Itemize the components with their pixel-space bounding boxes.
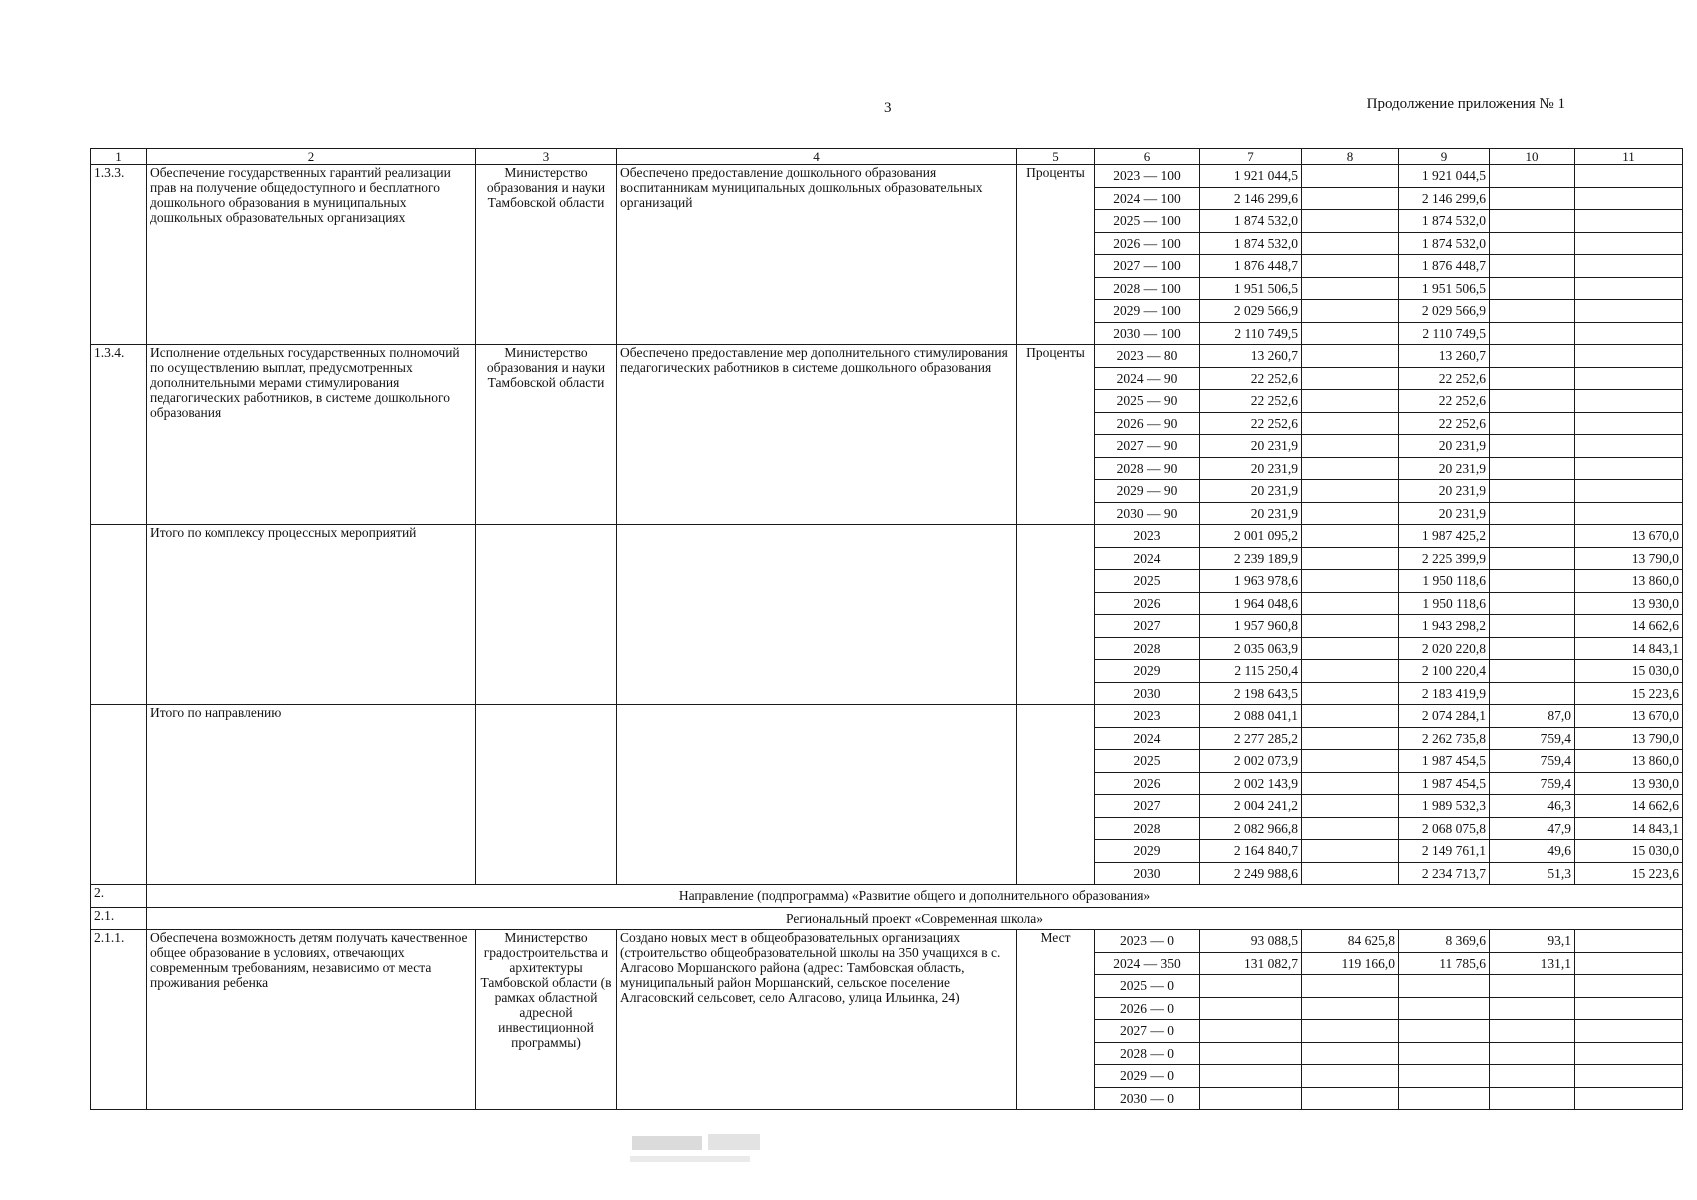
item-number: [91, 525, 147, 705]
header-row: [91, 149, 1683, 165]
value-cell-9: 2 074 284,1: [1399, 705, 1490, 728]
value-cell-11: 14 662,6: [1575, 795, 1683, 818]
value-cell-11: [1575, 390, 1683, 413]
value-cell-8: [1302, 457, 1399, 480]
value-cell-9: 1 951 506,5: [1399, 277, 1490, 300]
section-row: [91, 907, 1683, 930]
value-cell-9: 20 231,9: [1399, 480, 1490, 503]
header-cell: 11: [1575, 149, 1683, 165]
value-cell-11: 15 223,6: [1575, 862, 1683, 885]
value-cell-10: [1490, 210, 1575, 233]
item-name: Обеспечение государственных гарантий реализации прав на получение общедоступного и бесплатного дошкольного образования в муниципальных дошкольных образовательных организациях: [147, 165, 476, 345]
value-cell-10: [1490, 592, 1575, 615]
value-cell-9: [1399, 1087, 1490, 1110]
section-title: Региональный проект «Современная школа»: [147, 907, 1683, 930]
value-cell-10: 131,1: [1490, 952, 1575, 975]
value-cell-7: 1 874 532,0: [1200, 210, 1302, 233]
section-row: [91, 885, 1683, 908]
value-cell-9: 2 100 220,4: [1399, 660, 1490, 683]
value-cell-8: [1302, 300, 1399, 323]
value-cell-9: 11 785,6: [1399, 952, 1490, 975]
year-cell: 2029 — 90: [1095, 480, 1200, 503]
value-cell-8: [1302, 255, 1399, 278]
value-cell-10: [1490, 300, 1575, 323]
table-row: [91, 165, 1683, 188]
value-cell-11: 13 930,0: [1575, 592, 1683, 615]
value-cell-9: 2 020 220,8: [1399, 637, 1490, 660]
header-cell: 7: [1200, 149, 1302, 165]
value-cell-11: 13 670,0: [1575, 705, 1683, 728]
value-cell-8: [1302, 525, 1399, 548]
header-cell: 8: [1302, 149, 1399, 165]
value-cell-11: 13 790,0: [1575, 727, 1683, 750]
value-cell-10: [1490, 412, 1575, 435]
value-cell-10: [1490, 975, 1575, 998]
value-cell-7: 2 249 988,6: [1200, 862, 1302, 885]
value-cell-10: [1490, 1042, 1575, 1065]
item-result: [617, 525, 1017, 705]
value-cell-8: [1302, 682, 1399, 705]
value-cell-11: [1575, 975, 1683, 998]
value-cell-9: [1399, 975, 1490, 998]
year-cell: 2024 — 90: [1095, 367, 1200, 390]
value-cell-9: 20 231,9: [1399, 435, 1490, 458]
header-cell: 2: [147, 149, 476, 165]
value-cell-11: [1575, 1087, 1683, 1110]
value-cell-11: 13 860,0: [1575, 750, 1683, 773]
value-cell-10: 87,0: [1490, 705, 1575, 728]
value-cell-8: [1302, 210, 1399, 233]
value-cell-8: [1302, 975, 1399, 998]
value-cell-7: 2 110 749,5: [1200, 322, 1302, 345]
table-row: [91, 345, 1683, 368]
page-number: 3: [884, 100, 892, 116]
value-cell-7: 2 115 250,4: [1200, 660, 1302, 683]
year-cell: 2025: [1095, 570, 1200, 593]
item-name: Итого по направлению: [147, 705, 476, 885]
value-cell-10: 759,4: [1490, 772, 1575, 795]
value-cell-8: [1302, 750, 1399, 773]
header-cell: 6: [1095, 149, 1200, 165]
value-cell-10: 759,4: [1490, 727, 1575, 750]
year-cell: 2025 — 100: [1095, 210, 1200, 233]
value-cell-10: [1490, 480, 1575, 503]
value-cell-10: [1490, 502, 1575, 525]
value-cell-10: [1490, 615, 1575, 638]
faded-stamp-mark: [628, 1130, 778, 1174]
year-cell: 2027: [1095, 615, 1200, 638]
value-cell-7: 2 146 299,6: [1200, 187, 1302, 210]
value-cell-11: [1575, 210, 1683, 233]
value-cell-9: 20 231,9: [1399, 502, 1490, 525]
value-cell-10: [1490, 637, 1575, 660]
value-cell-8: [1302, 772, 1399, 795]
value-cell-10: [1490, 1065, 1575, 1088]
value-cell-9: 1 874 532,0: [1399, 210, 1490, 233]
year-cell: 2029: [1095, 660, 1200, 683]
value-cell-8: [1302, 435, 1399, 458]
year-cell: 2025 — 0: [1095, 975, 1200, 998]
header-cell: 1: [91, 149, 147, 165]
item-unit: [1017, 525, 1095, 705]
item-executor: Министерство градостроительства и архитектуры Тамбовской области (в рамках областной адресной инвестиционной программы): [476, 930, 617, 1110]
value-cell-8: [1302, 390, 1399, 413]
value-cell-7: 20 231,9: [1200, 435, 1302, 458]
value-cell-11: [1575, 952, 1683, 975]
year-cell: 2026: [1095, 592, 1200, 615]
value-cell-11: [1575, 480, 1683, 503]
value-cell-9: [1399, 997, 1490, 1020]
year-cell: 2029: [1095, 840, 1200, 863]
value-cell-10: 93,1: [1490, 930, 1575, 953]
value-cell-9: 1 950 118,6: [1399, 592, 1490, 615]
value-cell-10: [1490, 255, 1575, 278]
value-cell-9: 2 068 075,8: [1399, 817, 1490, 840]
value-cell-10: [1490, 322, 1575, 345]
value-cell-7: 2 001 095,2: [1200, 525, 1302, 548]
value-cell-8: [1302, 592, 1399, 615]
value-cell-9: [1399, 1065, 1490, 1088]
value-cell-11: 14 662,6: [1575, 615, 1683, 638]
value-cell-7: [1200, 975, 1302, 998]
table-row: [91, 525, 1683, 548]
value-cell-8: [1302, 412, 1399, 435]
value-cell-9: 20 231,9: [1399, 457, 1490, 480]
value-cell-11: [1575, 1042, 1683, 1065]
header-cell: 3: [476, 149, 617, 165]
value-cell-7: 20 231,9: [1200, 502, 1302, 525]
year-cell: 2024 — 350: [1095, 952, 1200, 975]
value-cell-9: 22 252,6: [1399, 367, 1490, 390]
value-cell-7: 1 921 044,5: [1200, 165, 1302, 188]
table-row: [91, 930, 1683, 953]
value-cell-7: [1200, 997, 1302, 1020]
value-cell-8: [1302, 345, 1399, 368]
item-number: 2.1.1.: [91, 930, 147, 1110]
value-cell-11: 13 930,0: [1575, 772, 1683, 795]
value-cell-10: [1490, 682, 1575, 705]
year-cell: 2027 — 100: [1095, 255, 1200, 278]
continuation-note: Продолжение приложения № 1: [1366, 96, 1565, 112]
value-cell-8: [1302, 1020, 1399, 1043]
year-cell: 2026 — 100: [1095, 232, 1200, 255]
value-cell-7: [1200, 1065, 1302, 1088]
value-cell-7: 131 082,7: [1200, 952, 1302, 975]
value-cell-10: [1490, 570, 1575, 593]
value-cell-10: [1490, 187, 1575, 210]
value-cell-11: 15 223,6: [1575, 682, 1683, 705]
table-row: [91, 705, 1683, 728]
value-cell-7: 1 957 960,8: [1200, 615, 1302, 638]
value-cell-8: [1302, 232, 1399, 255]
item-name: Итого по комплексу процессных мероприятий: [147, 525, 476, 705]
value-cell-8: [1302, 1065, 1399, 1088]
value-cell-11: [1575, 502, 1683, 525]
value-cell-10: [1490, 525, 1575, 548]
value-cell-11: [1575, 345, 1683, 368]
item-unit: Проценты: [1017, 165, 1095, 345]
value-cell-8: [1302, 367, 1399, 390]
value-cell-8: [1302, 480, 1399, 503]
value-cell-8: 119 166,0: [1302, 952, 1399, 975]
section-title: Направление (подпрограмма) «Развитие общего и дополнительного образования»: [147, 885, 1683, 908]
value-cell-7: 1 874 532,0: [1200, 232, 1302, 255]
value-cell-10: [1490, 277, 1575, 300]
value-cell-10: [1490, 435, 1575, 458]
year-cell: 2030 — 0: [1095, 1087, 1200, 1110]
value-cell-8: [1302, 1042, 1399, 1065]
year-cell: 2030: [1095, 682, 1200, 705]
value-cell-11: [1575, 187, 1683, 210]
header-cell: 5: [1017, 149, 1095, 165]
value-cell-8: [1302, 817, 1399, 840]
value-cell-11: [1575, 457, 1683, 480]
year-cell: 2029 — 0: [1095, 1065, 1200, 1088]
value-cell-9: 8 369,6: [1399, 930, 1490, 953]
value-cell-8: [1302, 570, 1399, 593]
item-result: Обеспечено предоставление дошкольного образования воспитанникам муниципальных дошкольных образовательных организаций: [617, 165, 1017, 345]
year-cell: 2028 — 0: [1095, 1042, 1200, 1065]
value-cell-9: 1 987 454,5: [1399, 772, 1490, 795]
item-executor: [476, 705, 617, 885]
value-cell-8: [1302, 660, 1399, 683]
value-cell-8: [1302, 637, 1399, 660]
value-cell-9: 2 262 735,8: [1399, 727, 1490, 750]
value-cell-7: 2 035 063,9: [1200, 637, 1302, 660]
value-cell-11: 15 030,0: [1575, 660, 1683, 683]
value-cell-7: 2 082 966,8: [1200, 817, 1302, 840]
value-cell-8: [1302, 322, 1399, 345]
value-cell-11: [1575, 300, 1683, 323]
value-cell-8: [1302, 795, 1399, 818]
year-cell: 2024: [1095, 727, 1200, 750]
year-cell: 2027: [1095, 795, 1200, 818]
value-cell-7: 13 260,7: [1200, 345, 1302, 368]
year-cell: 2024: [1095, 547, 1200, 570]
value-cell-11: 14 843,1: [1575, 637, 1683, 660]
year-cell: 2024 — 100: [1095, 187, 1200, 210]
year-cell: 2026 — 90: [1095, 412, 1200, 435]
value-cell-8: [1302, 187, 1399, 210]
value-cell-10: [1490, 547, 1575, 570]
value-cell-10: [1490, 457, 1575, 480]
value-cell-10: [1490, 345, 1575, 368]
value-cell-11: [1575, 322, 1683, 345]
item-number: 1.3.4.: [91, 345, 147, 525]
value-cell-10: 46,3: [1490, 795, 1575, 818]
value-cell-9: 1 987 454,5: [1399, 750, 1490, 773]
value-cell-7: [1200, 1087, 1302, 1110]
value-cell-8: [1302, 997, 1399, 1020]
value-cell-10: [1490, 1087, 1575, 1110]
value-cell-11: [1575, 1020, 1683, 1043]
value-cell-7: [1200, 1020, 1302, 1043]
value-cell-10: 51,3: [1490, 862, 1575, 885]
value-cell-8: [1302, 165, 1399, 188]
value-cell-9: 1 987 425,2: [1399, 525, 1490, 548]
value-cell-8: [1302, 615, 1399, 638]
value-cell-11: 14 843,1: [1575, 817, 1683, 840]
year-cell: 2030 — 90: [1095, 502, 1200, 525]
value-cell-8: [1302, 840, 1399, 863]
value-cell-7: 2 004 241,2: [1200, 795, 1302, 818]
year-cell: 2023: [1095, 525, 1200, 548]
item-result: [617, 705, 1017, 885]
value-cell-8: [1302, 547, 1399, 570]
value-cell-11: [1575, 930, 1683, 953]
year-cell: 2023 — 0: [1095, 930, 1200, 953]
value-cell-11: [1575, 367, 1683, 390]
value-cell-8: [1302, 862, 1399, 885]
item-result: Создано новых мест в общеобразовательных организациях (строительство общеобразовательной школы на 350 учащихся в с. Алгасово Моршанского района (адрес: Тамбовская область, муниципальный район Моршанский, сельское поселение Алгасовский сельсовет, село Алгасово, улица Ильинка, 24): [617, 930, 1017, 1110]
value-cell-9: 1 876 448,7: [1399, 255, 1490, 278]
year-cell: 2030: [1095, 862, 1200, 885]
value-cell-10: [1490, 660, 1575, 683]
item-number: 1.3.3.: [91, 165, 147, 345]
value-cell-9: 1 921 044,5: [1399, 165, 1490, 188]
value-cell-9: 2 146 299,6: [1399, 187, 1490, 210]
value-cell-11: 13 670,0: [1575, 525, 1683, 548]
value-cell-7: 2 164 840,7: [1200, 840, 1302, 863]
year-cell: 2026: [1095, 772, 1200, 795]
value-cell-11: 13 860,0: [1575, 570, 1683, 593]
header-cell: 4: [617, 149, 1017, 165]
value-cell-7: 22 252,6: [1200, 412, 1302, 435]
value-cell-9: 1 950 118,6: [1399, 570, 1490, 593]
value-cell-7: 93 088,5: [1200, 930, 1302, 953]
item-unit: Проценты: [1017, 345, 1095, 525]
value-cell-11: [1575, 255, 1683, 278]
value-cell-7: 2 239 189,9: [1200, 547, 1302, 570]
value-cell-11: [1575, 997, 1683, 1020]
value-cell-11: [1575, 1065, 1683, 1088]
year-cell: 2028: [1095, 817, 1200, 840]
value-cell-9: 1 943 298,2: [1399, 615, 1490, 638]
value-cell-7: 1 876 448,7: [1200, 255, 1302, 278]
year-cell: 2026 — 0: [1095, 997, 1200, 1020]
section-number: 2.1.: [91, 907, 147, 930]
value-cell-11: 13 790,0: [1575, 547, 1683, 570]
value-cell-8: [1302, 705, 1399, 728]
value-cell-9: 22 252,6: [1399, 412, 1490, 435]
value-cell-9: 1 989 532,3: [1399, 795, 1490, 818]
year-cell: 2030 — 100: [1095, 322, 1200, 345]
header-cell: 9: [1399, 149, 1490, 165]
value-cell-10: [1490, 390, 1575, 413]
header-cell: 10: [1490, 149, 1575, 165]
value-cell-8: [1302, 1087, 1399, 1110]
value-cell-11: [1575, 232, 1683, 255]
value-cell-7: 1 963 978,6: [1200, 570, 1302, 593]
year-cell: 2029 — 100: [1095, 300, 1200, 323]
value-cell-9: 2 183 419,9: [1399, 682, 1490, 705]
value-cell-9: 1 874 532,0: [1399, 232, 1490, 255]
year-cell: 2025 — 90: [1095, 390, 1200, 413]
year-cell: 2027 — 90: [1095, 435, 1200, 458]
value-cell-9: 2 234 713,7: [1399, 862, 1490, 885]
year-cell: 2023 — 100: [1095, 165, 1200, 188]
value-cell-7: 2 002 073,9: [1200, 750, 1302, 773]
value-cell-9: 22 252,6: [1399, 390, 1490, 413]
value-cell-11: [1575, 165, 1683, 188]
value-cell-10: 759,4: [1490, 750, 1575, 773]
year-cell: 2023 — 80: [1095, 345, 1200, 368]
year-cell: 2027 — 0: [1095, 1020, 1200, 1043]
value-cell-7: 2 002 143,9: [1200, 772, 1302, 795]
value-cell-9: 13 260,7: [1399, 345, 1490, 368]
value-cell-9: 2 110 749,5: [1399, 322, 1490, 345]
value-cell-7: 2 277 285,2: [1200, 727, 1302, 750]
value-cell-11: [1575, 435, 1683, 458]
value-cell-9: 2 225 399,9: [1399, 547, 1490, 570]
value-cell-10: [1490, 1020, 1575, 1043]
item-name: Обеспечена возможность детям получать качественное общее образование в условиях, отвечающих современным требованиям, независимо от места проживания ребенка: [147, 930, 476, 1110]
value-cell-9: 2 029 566,9: [1399, 300, 1490, 323]
value-cell-10: 49,6: [1490, 840, 1575, 863]
item-executor: Министерство образования и науки Тамбовской области: [476, 165, 617, 345]
value-cell-9: [1399, 1042, 1490, 1065]
item-result: Обеспечено предоставление мер дополнительного стимулирования педагогических работников в системе дошкольного образования: [617, 345, 1017, 525]
value-cell-7: 22 252,6: [1200, 390, 1302, 413]
value-cell-9: 2 149 761,1: [1399, 840, 1490, 863]
value-cell-10: [1490, 232, 1575, 255]
value-cell-7: 2 198 643,5: [1200, 682, 1302, 705]
value-cell-10: 47,9: [1490, 817, 1575, 840]
program-table: [90, 148, 1683, 1110]
item-executor: Министерство образования и науки Тамбовской области: [476, 345, 617, 525]
item-unit: Мест: [1017, 930, 1095, 1110]
value-cell-8: [1302, 502, 1399, 525]
value-cell-8: [1302, 727, 1399, 750]
year-cell: 2025: [1095, 750, 1200, 773]
value-cell-7: 20 231,9: [1200, 457, 1302, 480]
value-cell-11: 15 030,0: [1575, 840, 1683, 863]
value-cell-7: 1 951 506,5: [1200, 277, 1302, 300]
value-cell-10: [1490, 997, 1575, 1020]
value-cell-8: 84 625,8: [1302, 930, 1399, 953]
item-executor: [476, 525, 617, 705]
value-cell-8: [1302, 277, 1399, 300]
value-cell-7: [1200, 1042, 1302, 1065]
item-number: [91, 705, 147, 885]
value-cell-11: [1575, 277, 1683, 300]
year-cell: 2028 — 100: [1095, 277, 1200, 300]
value-cell-9: [1399, 1020, 1490, 1043]
item-name: Исполнение отдельных государственных полномочий по осуществлению выплат, предусмотренных дополнительными мерами стимулирования педагогических работников, в системе дошкольного образования: [147, 345, 476, 525]
value-cell-7: 20 231,9: [1200, 480, 1302, 503]
year-cell: 2023: [1095, 705, 1200, 728]
value-cell-10: [1490, 165, 1575, 188]
section-number: 2.: [91, 885, 147, 908]
value-cell-7: 2 029 566,9: [1200, 300, 1302, 323]
year-cell: 2028: [1095, 637, 1200, 660]
value-cell-10: [1490, 367, 1575, 390]
value-cell-11: [1575, 412, 1683, 435]
value-cell-7: 22 252,6: [1200, 367, 1302, 390]
value-cell-7: 1 964 048,6: [1200, 592, 1302, 615]
year-cell: 2028 — 90: [1095, 457, 1200, 480]
value-cell-7: 2 088 041,1: [1200, 705, 1302, 728]
item-unit: [1017, 705, 1095, 885]
